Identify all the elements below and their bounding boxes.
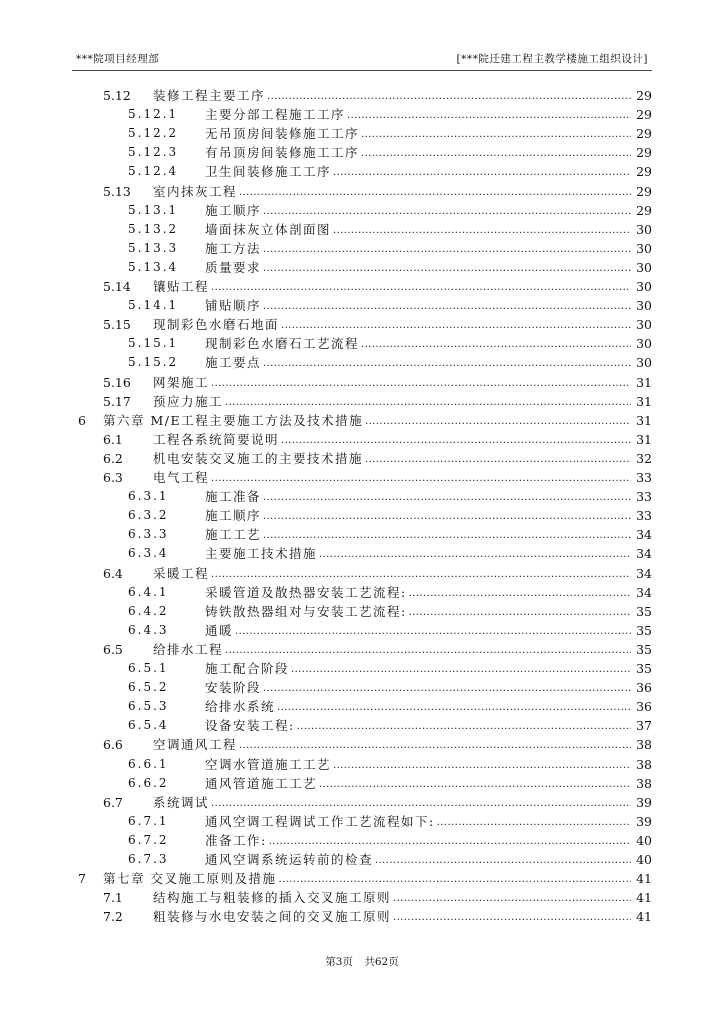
toc-entry-page: 39: [636, 794, 652, 810]
dot-leader: [361, 146, 631, 162]
toc-entry-body: [153, 449, 632, 468]
toc-entry-body: [205, 105, 632, 124]
dot-leader: [263, 299, 631, 315]
toc-entry-page: 31: [636, 374, 652, 390]
dot-leader: [409, 586, 631, 602]
dot-leader: [277, 700, 631, 716]
dot-leader: [333, 223, 631, 239]
toc-entry-page: 29: [636, 164, 652, 180]
toc-entry-number: 7: [78, 871, 86, 887]
toc-entry-body: [205, 239, 632, 258]
toc-entry-page: 30: [636, 298, 652, 314]
toc-entry-number: 6.6: [103, 737, 123, 753]
toc-entry[interactable]: [0, 105, 724, 124]
toc-entry-body: [205, 525, 632, 544]
dot-leader: [263, 261, 631, 277]
toc-entry[interactable]: [0, 831, 724, 850]
dot-leader: [361, 337, 631, 353]
toc-entry-number: 7.1: [103, 890, 123, 906]
toc-entry[interactable]: [0, 124, 724, 143]
toc-entry-number: 5.13.4: [128, 259, 179, 274]
toc-entry[interactable]: [0, 162, 724, 181]
dot-leader: [333, 165, 631, 181]
toc-entry-title: 采暖工程: [153, 565, 210, 581]
toc-entry-number: 6.4.1: [128, 584, 169, 599]
toc-entry[interactable]: [0, 220, 724, 239]
toc-entry[interactable]: [0, 353, 724, 372]
toc-entry[interactable]: [0, 602, 724, 621]
toc-entry-number: 6.3: [103, 470, 123, 485]
toc-entry-page: 38: [636, 737, 652, 753]
toc-entry[interactable]: [0, 812, 724, 831]
toc-entry[interactable]: [0, 392, 724, 411]
toc-entry-page: 39: [636, 813, 652, 829]
toc-entry-title: 第六章 M/E工程主要施工方法及技术措施: [103, 412, 364, 428]
toc-entry-title: 电气工程: [153, 470, 210, 485]
toc-entry-page: 30: [636, 355, 652, 371]
dot-leader: [291, 662, 631, 678]
dot-leader: [365, 414, 631, 430]
toc-entry-page: 29: [636, 183, 652, 199]
toc-entry-body: [205, 716, 632, 735]
toc-entry-title: 施工要点: [205, 355, 262, 371]
toc-entry-body: [153, 182, 632, 201]
toc-entry[interactable]: [0, 506, 724, 525]
toc-entry-title: 通风空调系统运转前的检查: [205, 852, 374, 867]
toc-entry-body: [153, 888, 632, 907]
toc-entry-body: [205, 162, 632, 181]
toc-entry-title: 现制彩色水磨石工艺流程: [205, 336, 360, 352]
dot-leader: [365, 452, 631, 468]
toc-entry[interactable]: [0, 277, 724, 296]
dot-leader: [393, 891, 631, 907]
toc-entry-number: 6.5: [103, 641, 123, 657]
toc-entry[interactable]: [0, 315, 724, 334]
toc-entry-body: [103, 411, 632, 430]
toc-entry-body: [205, 353, 632, 372]
toc-entry[interactable]: [0, 583, 724, 602]
toc-entry-number: 5.17: [103, 393, 131, 409]
toc-entry[interactable]: [0, 143, 724, 162]
toc-entry-title: 无吊顶房间装修施工工序: [205, 126, 360, 142]
dot-leader: [267, 89, 631, 105]
toc-entry-number: 5.12.1: [128, 107, 179, 122]
dot-leader: [263, 356, 631, 372]
dot-leader: [225, 395, 631, 411]
toc-entry-page: 29: [636, 145, 652, 161]
toc-entry-number: 5.12: [103, 88, 131, 103]
toc-entry-title: 铸铁散热器组对与安装工艺流程:: [205, 603, 407, 619]
dot-leader: [263, 490, 631, 506]
toc-entry-body: [205, 602, 632, 621]
toc-entry-title: 预应力施工: [153, 393, 224, 409]
toc-entry-title: 质量要求: [205, 259, 262, 275]
toc-entry-page: 29: [636, 126, 652, 142]
toc-entry[interactable]: [0, 678, 724, 697]
dot-leader: [263, 681, 631, 697]
toc-entry-page: 30: [636, 240, 652, 256]
toc-entry[interactable]: [0, 182, 724, 201]
toc-entry-page: 30: [636, 279, 652, 294]
toc-entry-page: 29: [636, 107, 652, 123]
toc-entry-number: 6.3.2: [128, 508, 169, 523]
toc-entry-body: [205, 220, 632, 239]
toc-entry-body: [205, 334, 632, 353]
toc-entry-title: 粗装修与水电安装之间的交叉施工原则: [153, 909, 392, 925]
toc-entry-number: 6.3.1: [128, 489, 169, 504]
toc-entry-body: [205, 124, 632, 143]
toc-entry-body: [205, 544, 632, 563]
dot-leader: [281, 318, 631, 334]
toc-entry-title: 装修工程主要工序: [153, 88, 266, 103]
dot-leader: [263, 204, 631, 220]
toc-entry-title: 施工准备: [205, 489, 262, 505]
toc-entry-number: 6.2: [103, 450, 123, 466]
toc-entry-body: [153, 86, 632, 105]
dot-leader: [333, 758, 631, 774]
dot-leader: [263, 242, 631, 258]
toc-entry-number: 6.4.2: [128, 603, 169, 618]
toc-entry-number: 6.7: [103, 794, 123, 810]
toc-entry-title: 镶贴工程: [153, 279, 210, 294]
toc-entry[interactable]: [0, 373, 724, 392]
toc-entry-title: 施工配合阶段: [205, 661, 290, 676]
toc-entry-page: 36: [636, 680, 652, 696]
dot-leader: [319, 547, 631, 563]
toc-entry-body: [153, 430, 632, 449]
toc-entry-title: 墙面抹灰立体剖面图: [205, 221, 332, 237]
toc-entry-body: [205, 678, 632, 697]
toc-entry-body: [205, 143, 632, 162]
toc-entry[interactable]: [0, 258, 724, 277]
toc-entry[interactable]: [0, 487, 724, 506]
toc-entry-title: 安装阶段: [205, 680, 262, 696]
toc-entry-page: 32: [636, 450, 652, 466]
toc-entry[interactable]: [0, 564, 724, 583]
toc-entry-number: 5.13.3: [128, 240, 179, 255]
toc-entry-page: 40: [636, 852, 652, 867]
toc-entry[interactable]: [0, 697, 724, 716]
toc-entry-page: 34: [636, 584, 652, 600]
toc-entry[interactable]: [0, 525, 724, 544]
dot-leader: [211, 280, 631, 296]
toc-entry[interactable]: [0, 334, 724, 353]
toc-entry-number: 5.15: [103, 317, 131, 333]
toc-entry-body: [153, 468, 632, 487]
toc-entry[interactable]: [0, 411, 724, 430]
toc-entry-body: [153, 315, 632, 334]
toc-entry-title: 系统调试: [153, 794, 210, 810]
toc-entry-page: 30: [636, 221, 652, 237]
toc-entry[interactable]: [0, 430, 724, 449]
dot-leader: [297, 719, 631, 735]
toc-entry-page: 33: [636, 489, 652, 505]
toc-entry-body: [103, 869, 632, 888]
toc-entry-body: [205, 774, 632, 793]
toc-entry-number: 5.13.2: [128, 221, 179, 236]
toc-entry-number: 6.5.1: [128, 661, 169, 675]
toc-entry-page: 41: [636, 909, 652, 925]
toc-entry-title: 采暖管道及散热器安装工艺流程:: [205, 584, 407, 600]
toc-entry-body: [153, 907, 632, 926]
toc-entry-title: 施工顺序: [205, 508, 262, 524]
toc-entry[interactable]: [0, 544, 724, 563]
toc-entry-page: 30: [636, 259, 652, 275]
toc-entry-body: [205, 812, 632, 831]
toc-entry-number: 7.2: [103, 909, 123, 925]
header-divider: [72, 70, 652, 71]
toc-entry[interactable]: [0, 735, 724, 754]
toc-entry-page: 36: [636, 699, 652, 715]
toc-entry-title: 施工方法: [205, 240, 262, 256]
toc-entry-number: 5.13: [103, 183, 131, 199]
toc-entry-number: 6.3.4: [128, 546, 169, 561]
toc-entry[interactable]: [0, 296, 724, 315]
toc-entry[interactable]: [0, 869, 724, 888]
toc-entry-page: 37: [636, 718, 652, 734]
toc-entry-body: [153, 392, 632, 411]
toc-entry-page: 29: [636, 202, 652, 218]
toc-entry-body: [205, 296, 632, 315]
dot-leader: [211, 376, 631, 392]
toc-entry[interactable]: [0, 659, 724, 678]
toc-entry-body: [205, 850, 632, 869]
toc-entry[interactable]: [0, 201, 724, 220]
toc-entry-body: [205, 697, 632, 716]
toc-entry-number: 6.5.4: [128, 718, 169, 733]
dot-leader: [375, 853, 631, 869]
toc-entry-page: 34: [636, 565, 652, 581]
toc-entry-page: 41: [636, 890, 652, 906]
header-left-text: ***院项目经理部: [76, 53, 160, 65]
dot-leader: [263, 509, 631, 525]
toc-entry-number: 5.15.1: [128, 336, 179, 351]
toc-entry-title: 网架施工: [153, 374, 210, 390]
dot-leader: [211, 567, 631, 583]
page-number: 第3页: [325, 956, 353, 968]
toc-entry[interactable]: [0, 774, 724, 793]
dot-leader: [347, 108, 631, 124]
toc-entry-title: 空调水管道施工工艺: [205, 756, 332, 772]
toc-entry[interactable]: [0, 850, 724, 869]
dot-leader: [211, 471, 631, 487]
toc-entry[interactable]: [0, 793, 724, 812]
toc-entry-title: 第七章 交叉施工原则及措施: [103, 871, 277, 887]
toc-entry-title: 机电安装交叉施工的主要技术措施: [153, 450, 364, 466]
toc-entry-page: 35: [636, 603, 652, 619]
toc-entry-body: [153, 735, 632, 754]
dot-leader: [235, 624, 631, 640]
toc-entry-body: [153, 793, 632, 812]
toc-entry[interactable]: [0, 716, 724, 735]
toc-entry-number: 6.4: [103, 565, 123, 581]
toc-entry-number: 6.4.3: [128, 622, 169, 637]
toc-entry-body: [153, 564, 632, 583]
dot-leader: [211, 796, 631, 812]
toc-entry-page: 33: [636, 508, 652, 524]
toc-entry-number: 6: [78, 412, 86, 428]
dot-leader: [319, 777, 631, 793]
toc-entry[interactable]: [0, 86, 724, 105]
toc-entry-title: 通风管道施工工艺: [205, 775, 318, 791]
toc-entry-title: 结构施工与粗装修的插入交叉施工原则: [153, 890, 392, 906]
toc-entry-title: 主要分部工程施工工序: [205, 107, 346, 123]
toc-entry-number: 6.7.2: [128, 832, 169, 847]
toc-entry-page: 31: [636, 431, 652, 447]
page-total: 共62页: [364, 956, 399, 968]
toc-entry-page: 30: [636, 317, 652, 333]
dot-leader: [361, 127, 631, 143]
toc-entry[interactable]: [0, 449, 724, 468]
toc-entry-number: 6.7.1: [128, 813, 169, 828]
toc-entry-body: [205, 621, 632, 640]
toc-entry-number: 6.5.2: [128, 680, 169, 695]
toc-entry-title: 准备工作:: [205, 832, 267, 848]
header-right-text: [***院迁建工程主教学楼施工组织设计]: [456, 53, 648, 65]
toc-entry-number: 6.6.1: [128, 756, 169, 771]
toc-entry-number: 5.12.2: [128, 126, 179, 141]
toc-entry-page: 35: [636, 661, 652, 676]
toc-entry-title: 铺贴顺序: [205, 298, 262, 314]
toc-entry-title: 设备安装工程:: [205, 718, 295, 734]
toc-entry-title: 有吊顶房间装修施工工序: [205, 145, 360, 161]
toc-entry-number: 6.3.3: [128, 527, 169, 542]
toc-entry[interactable]: [0, 621, 724, 640]
toc-entry-page: 35: [636, 622, 652, 638]
toc-entry-title: 施工顺序: [205, 202, 262, 218]
toc-entry-page: 33: [636, 470, 652, 485]
toc-entry-page: 34: [636, 546, 652, 562]
toc-entry-number: 6.6.2: [128, 775, 169, 790]
toc-entry-number: 5.14: [103, 279, 131, 294]
toc-entry-number: 6.1: [103, 431, 123, 447]
toc-entry-body: [205, 583, 632, 602]
toc-entry-title: 工程各系统简要说明: [153, 431, 280, 447]
toc-entry-page: 30: [636, 336, 652, 352]
toc-entry-title: 主要施工技术措施: [205, 546, 318, 562]
toc-entry-body: [205, 755, 632, 774]
dot-leader: [239, 185, 631, 201]
toc-entry-title: 现制彩色水磨石地面: [153, 317, 280, 333]
toc-entry-body: [205, 831, 632, 850]
toc-entry-number: 5.15.2: [128, 355, 179, 370]
toc-entry-title: 通暖: [205, 622, 234, 638]
toc-entry-body: [205, 201, 632, 220]
dot-leader: [281, 433, 631, 449]
toc-entry[interactable]: [0, 468, 724, 487]
dot-leader: [393, 910, 631, 926]
dot-leader: [239, 738, 631, 754]
toc-entry-number: 5.13.1: [128, 202, 179, 217]
page-footer: [0, 954, 724, 969]
dot-leader: [269, 834, 631, 850]
toc-entry-page: 34: [636, 527, 652, 543]
toc-entry-body: [205, 659, 632, 678]
toc-entry[interactable]: [0, 755, 724, 774]
toc-entry-number: 5.16: [103, 374, 131, 390]
toc-entry-body: [153, 277, 632, 296]
toc-entry-title: 空调通风工程: [153, 737, 238, 753]
toc-entry-title: 给排水系统: [205, 699, 276, 715]
toc-entry-page: 35: [636, 641, 652, 657]
toc-entry-title: 室内抹灰工程: [153, 183, 238, 199]
dot-leader: [225, 643, 631, 659]
toc-entry-page: 38: [636, 775, 652, 791]
toc-entry-body: [205, 258, 632, 277]
toc-entry-body: [153, 373, 632, 392]
toc-entry[interactable]: [0, 907, 724, 926]
toc-entry-page: 40: [636, 832, 652, 848]
toc-entry-title: 施工工艺: [205, 527, 262, 543]
toc-entry-title: 通风空调工程调试工作工艺流程如下:: [205, 813, 435, 829]
dot-leader: [409, 605, 631, 621]
toc-entry-body: [153, 640, 632, 659]
toc-entry-title: 卫生间装修施工工序: [205, 164, 332, 180]
toc-entry-body: [205, 506, 632, 525]
dot-leader: [278, 872, 631, 888]
toc-entry[interactable]: [0, 640, 724, 659]
toc-entry-page: 31: [636, 393, 652, 409]
dot-leader: [437, 815, 631, 831]
toc-entry-number: 5.12.4: [128, 164, 179, 179]
toc-entry-number: 5.14.1: [128, 298, 179, 313]
toc-entry-number: 6.5.3: [128, 699, 169, 714]
toc-entry[interactable]: [0, 239, 724, 258]
toc-entry-page: 31: [636, 412, 652, 428]
toc-entry-body: [205, 487, 632, 506]
toc-entry-number: 5.12.3: [128, 145, 179, 160]
dot-leader: [263, 528, 631, 544]
toc-entry-page: 29: [636, 88, 652, 103]
toc-entry-number: 6.7.3: [128, 852, 169, 866]
toc-entry-page: 38: [636, 756, 652, 772]
toc-entry[interactable]: [0, 888, 724, 907]
toc-entry-page: 41: [636, 871, 652, 887]
toc-entry-title: 给排水工程: [153, 641, 224, 657]
